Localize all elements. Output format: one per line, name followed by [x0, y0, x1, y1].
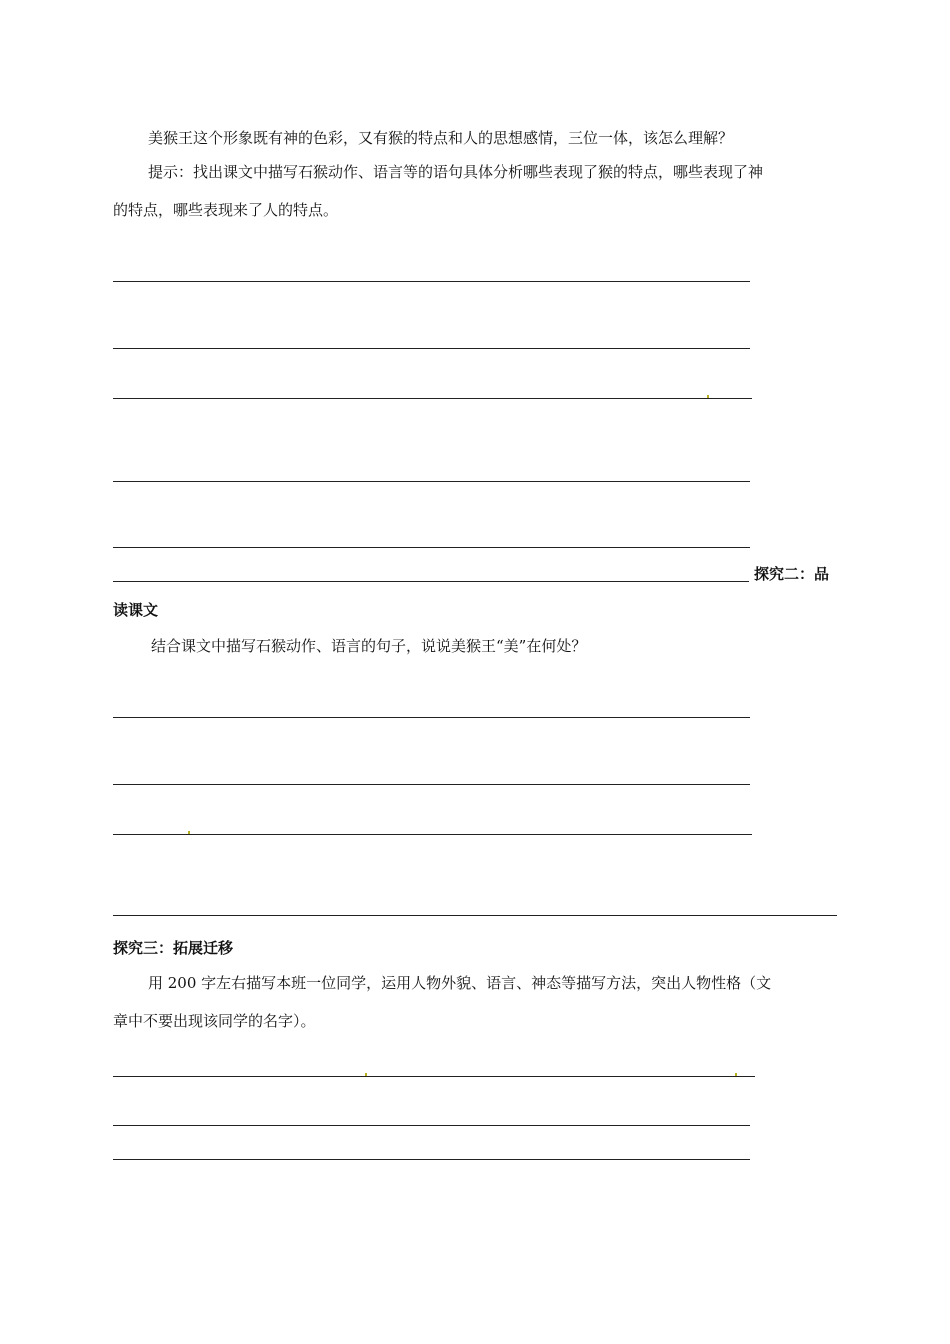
- speck-mark: [365, 1073, 367, 1076]
- answer-line: [113, 547, 750, 548]
- question-2: 结合课文中描写石猴动作、语言的句子，说说美猴王“美”在何处？: [151, 637, 587, 655]
- answer-line: [113, 717, 750, 718]
- answer-line: [113, 1159, 750, 1160]
- task-line-2: 章中不要出现该同学的名字）。: [113, 1012, 316, 1030]
- answer-line: [113, 834, 752, 835]
- answer-line: [113, 581, 749, 582]
- section-3-heading: 探究三：拓展迁移: [113, 939, 234, 957]
- task-line-1: 用 200 字左右描写本班一位同学，运用人物外貌、语言、神态等描写方法，突出人物性格（文: [148, 974, 772, 992]
- answer-line: [113, 398, 752, 399]
- speck-mark: [188, 831, 190, 834]
- answer-line: [113, 481, 750, 482]
- speck-mark: [707, 395, 709, 398]
- hint-line-2: 的特点，哪些表现来了人的特点。: [113, 201, 339, 219]
- answer-line: [113, 348, 750, 349]
- answer-line: [113, 1076, 755, 1077]
- section-2-heading-part-1: 探究二：品: [754, 565, 830, 583]
- hint-line-1: 提示：找出课文中描写石猴动作、语言等的语句具体分析哪些表现了猴的特点，哪些表现了神: [148, 163, 764, 181]
- answer-line: [113, 281, 750, 282]
- section-2-heading-part-2: 读课文: [113, 601, 159, 619]
- answer-line: [113, 784, 750, 785]
- speck-mark: [735, 1073, 737, 1076]
- answer-line: [113, 1125, 750, 1126]
- answer-line: [113, 915, 837, 916]
- question-1: 美猴王这个形象既有神的色彩，又有猴的特点和人的思想感情，三位一体，该怎么理解？: [148, 129, 734, 147]
